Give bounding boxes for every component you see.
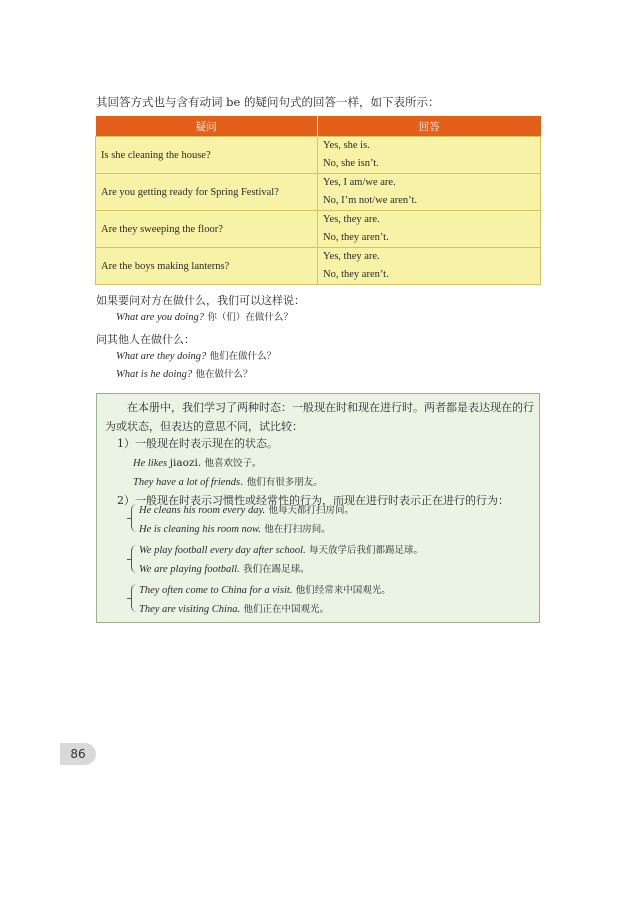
answer-yes: Yes, they are. [323,251,380,262]
example-chinese: 每天放学后我们都踢足球。 [309,545,424,556]
example-line [116,348,276,362]
example-english: They are visiting China. [139,604,241,615]
ask-other-label: 如果要问对方在做什么，我们可以这样说： [96,294,305,307]
example-line [116,309,293,323]
intro-text: 其回答方式也与含有动词 be 的疑问句式的回答一样，如下表所示： [96,95,440,109]
answer-no: No, they aren’t. [323,232,389,243]
answer-no: No, they aren’t. [323,269,389,280]
table-header-row [96,116,541,137]
example-line [139,601,329,615]
header-question: 疑问 [96,116,318,137]
answer-yes: Yes, I am/we are. [323,177,396,188]
example-chinese: 他们正在中国观光。 [243,604,329,615]
note-paragraph: 在本册中，我们学习了两种时态：一般现在时和现在进行时。两者都是表达现在的行为或状态，但表达的意思不同，试比较： [105,401,534,433]
answer-no: No, she isn’t. [323,158,379,169]
example-line [116,366,252,380]
example-english: They often come to China for a visit. [139,585,293,596]
question-cell: Are you getting ready for Spring Festival? [96,174,318,211]
example-english: What are you doing? [116,312,204,323]
brace-bracket [131,504,139,532]
answer-cell [318,137,541,174]
example-line [139,582,391,596]
example-english: What is he doing? [116,369,193,380]
question-cell: Are they sweeping the floor? [96,211,318,248]
example-english: He likes [133,458,170,469]
answer-yes: Yes, they are. [323,214,380,225]
question-cell: Are the boys making lanterns? [96,248,318,285]
example-english: What are they doing? [116,351,207,362]
table-row [96,174,541,211]
example-line [133,474,323,488]
example-chinese: 你（们）在做什么？ [207,312,293,323]
example-english-plain: jiaozi [169,457,198,469]
example-chinese: 他在打扫房间。 [264,524,331,535]
answer-cell [318,174,541,211]
example-chinese: 他在做什么？ [195,369,253,380]
page-number: 86 [60,743,96,765]
example-period: . [240,476,244,488]
question-answer-table [95,116,541,285]
note-point-2: 2）一般现在时表示习惯性或经常性的行为，而现在进行时表示正在进行的行为： [117,494,509,507]
example-chinese: 他们在做什么？ [209,351,277,362]
answer-cell [318,248,541,285]
table-row [96,211,541,248]
example-english: They have a lot of friends [133,477,241,488]
example-line [139,561,310,575]
header-answer: 回答 [318,116,541,137]
example-chinese: 他们经常来中国观光。 [295,585,391,596]
example-line [139,521,331,535]
example-english: We are playing football. [139,564,240,575]
answer-cell [318,211,541,248]
brace-bracket [131,584,139,612]
note-point-1: 1）一般现在时表示现在的状态。 [117,437,278,450]
brace-bracket [131,545,139,573]
example-english: We play football every day after school. [139,545,306,556]
example-english: He is cleaning his room now. [139,524,261,535]
example-line [139,542,423,556]
answer-no: No, I’m not/we aren’t. [323,195,417,206]
table-row [96,137,541,174]
example-chinese: 他们有很多朋友。 [246,477,323,488]
example-period: . [197,457,202,469]
example-english: He cleans his room every day. [139,505,266,516]
table-row [96,248,541,285]
example-chinese: 他喜欢饺子。 [204,458,262,469]
answer-yes: Yes, she is. [323,140,370,151]
grammar-note-box [96,393,540,623]
example-chinese: 我们在踢足球。 [243,564,310,575]
ask-others-label: 问其他人在做什么： [96,333,195,346]
example-line [133,455,262,469]
question-cell: Is she cleaning the house? [96,137,318,174]
example-line [139,502,354,516]
example-chinese: 他每天都打扫房间。 [268,505,355,516]
